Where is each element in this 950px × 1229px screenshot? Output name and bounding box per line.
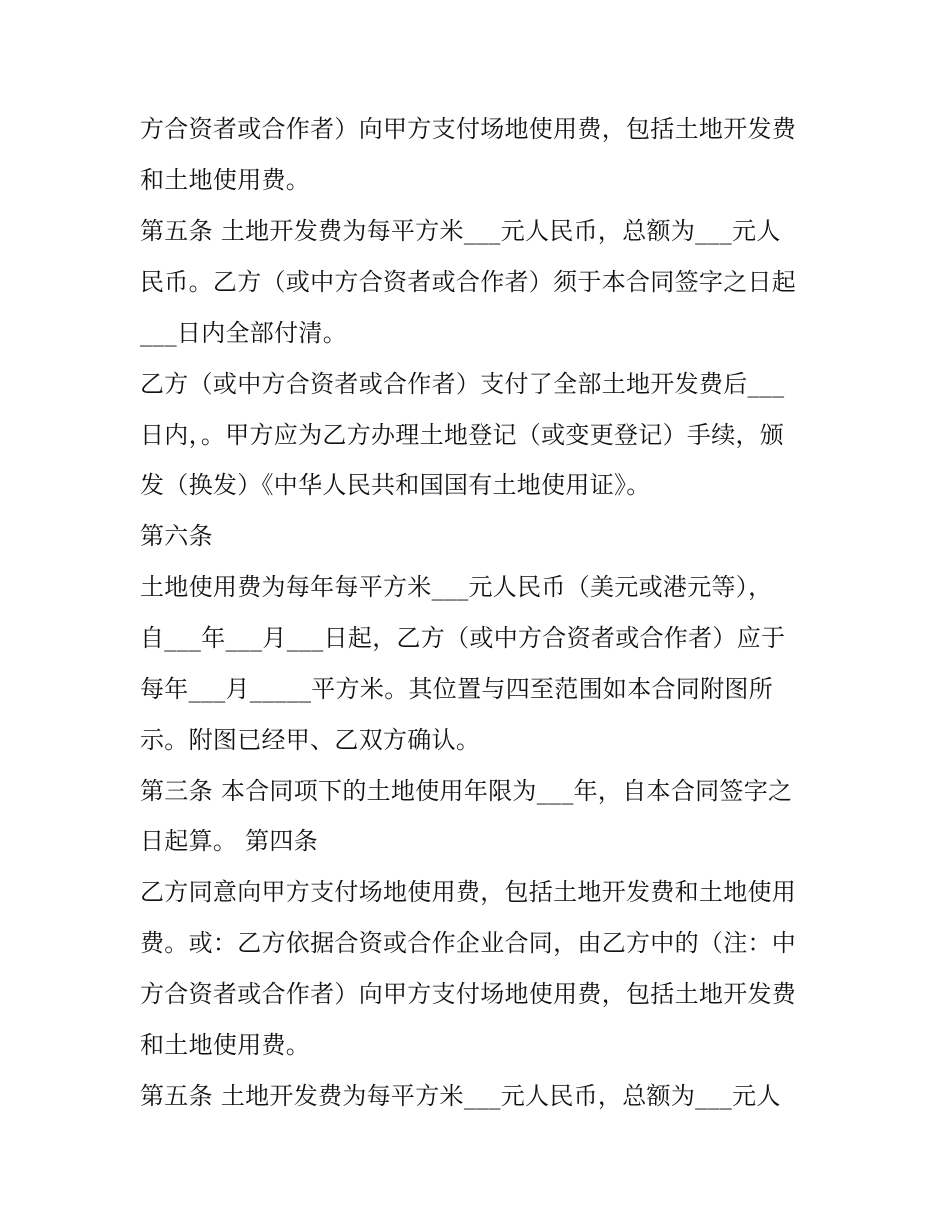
text-line: ___日内全部付清。 <box>140 319 347 347</box>
text-line: 第五条 土地开发费为每平方米___元人民币，总额为___元人 <box>140 1082 781 1110</box>
text-line: 第六条 <box>140 522 213 550</box>
text-line: 日起算。 第四条 <box>140 827 319 855</box>
text-line: 发（换发）《中华人民共和国国有土地使用证》。 <box>140 471 651 499</box>
text-line: 费。或：乙方依据合资或合作企业合同，由乙方中的（注：中 <box>140 929 797 957</box>
text-line: 方合资者或合作者）向甲方支付场地使用费，包括土地开发费 <box>140 980 797 1008</box>
text-line: 民币。乙方（或中方合资者或合作者）须于本合同签字之日起 <box>140 268 797 296</box>
text-line: 第五条 土地开发费为每平方米___元人民币，总额为___元人 <box>140 217 781 245</box>
text-line: 方合资者或合作者）向甲方支付场地使用费，包括土地开发费 <box>140 115 797 143</box>
text-line: 示。附图已经甲、乙双方确认。 <box>140 726 481 754</box>
text-line: 乙方同意向甲方支付场地使用费，包括土地开发费和土地使用 <box>140 878 797 906</box>
text-line: 每年___月_____平方米。其位置与四至范围如本合同附图所 <box>140 675 773 703</box>
text-line: 乙方（或中方合资者或合作者）支付了全部土地开发费后___ <box>140 370 785 398</box>
text-line: 第三条 本合同项下的土地使用年限为___年，自本合同签字之 <box>140 777 793 805</box>
text-line: 日内，。甲方应为乙方办理土地登记（或变更登记）手续，颁 <box>140 421 785 449</box>
text-line: 和土地使用费。 <box>140 166 311 194</box>
text-line: 土地使用费为每年每平方米___元人民币（美元或港元等）， <box>140 573 773 601</box>
text-line: 自___年___月___日起，乙方（或中方合资者或合作者）应于 <box>140 624 786 652</box>
text-line: 和土地使用费。 <box>140 1031 311 1059</box>
